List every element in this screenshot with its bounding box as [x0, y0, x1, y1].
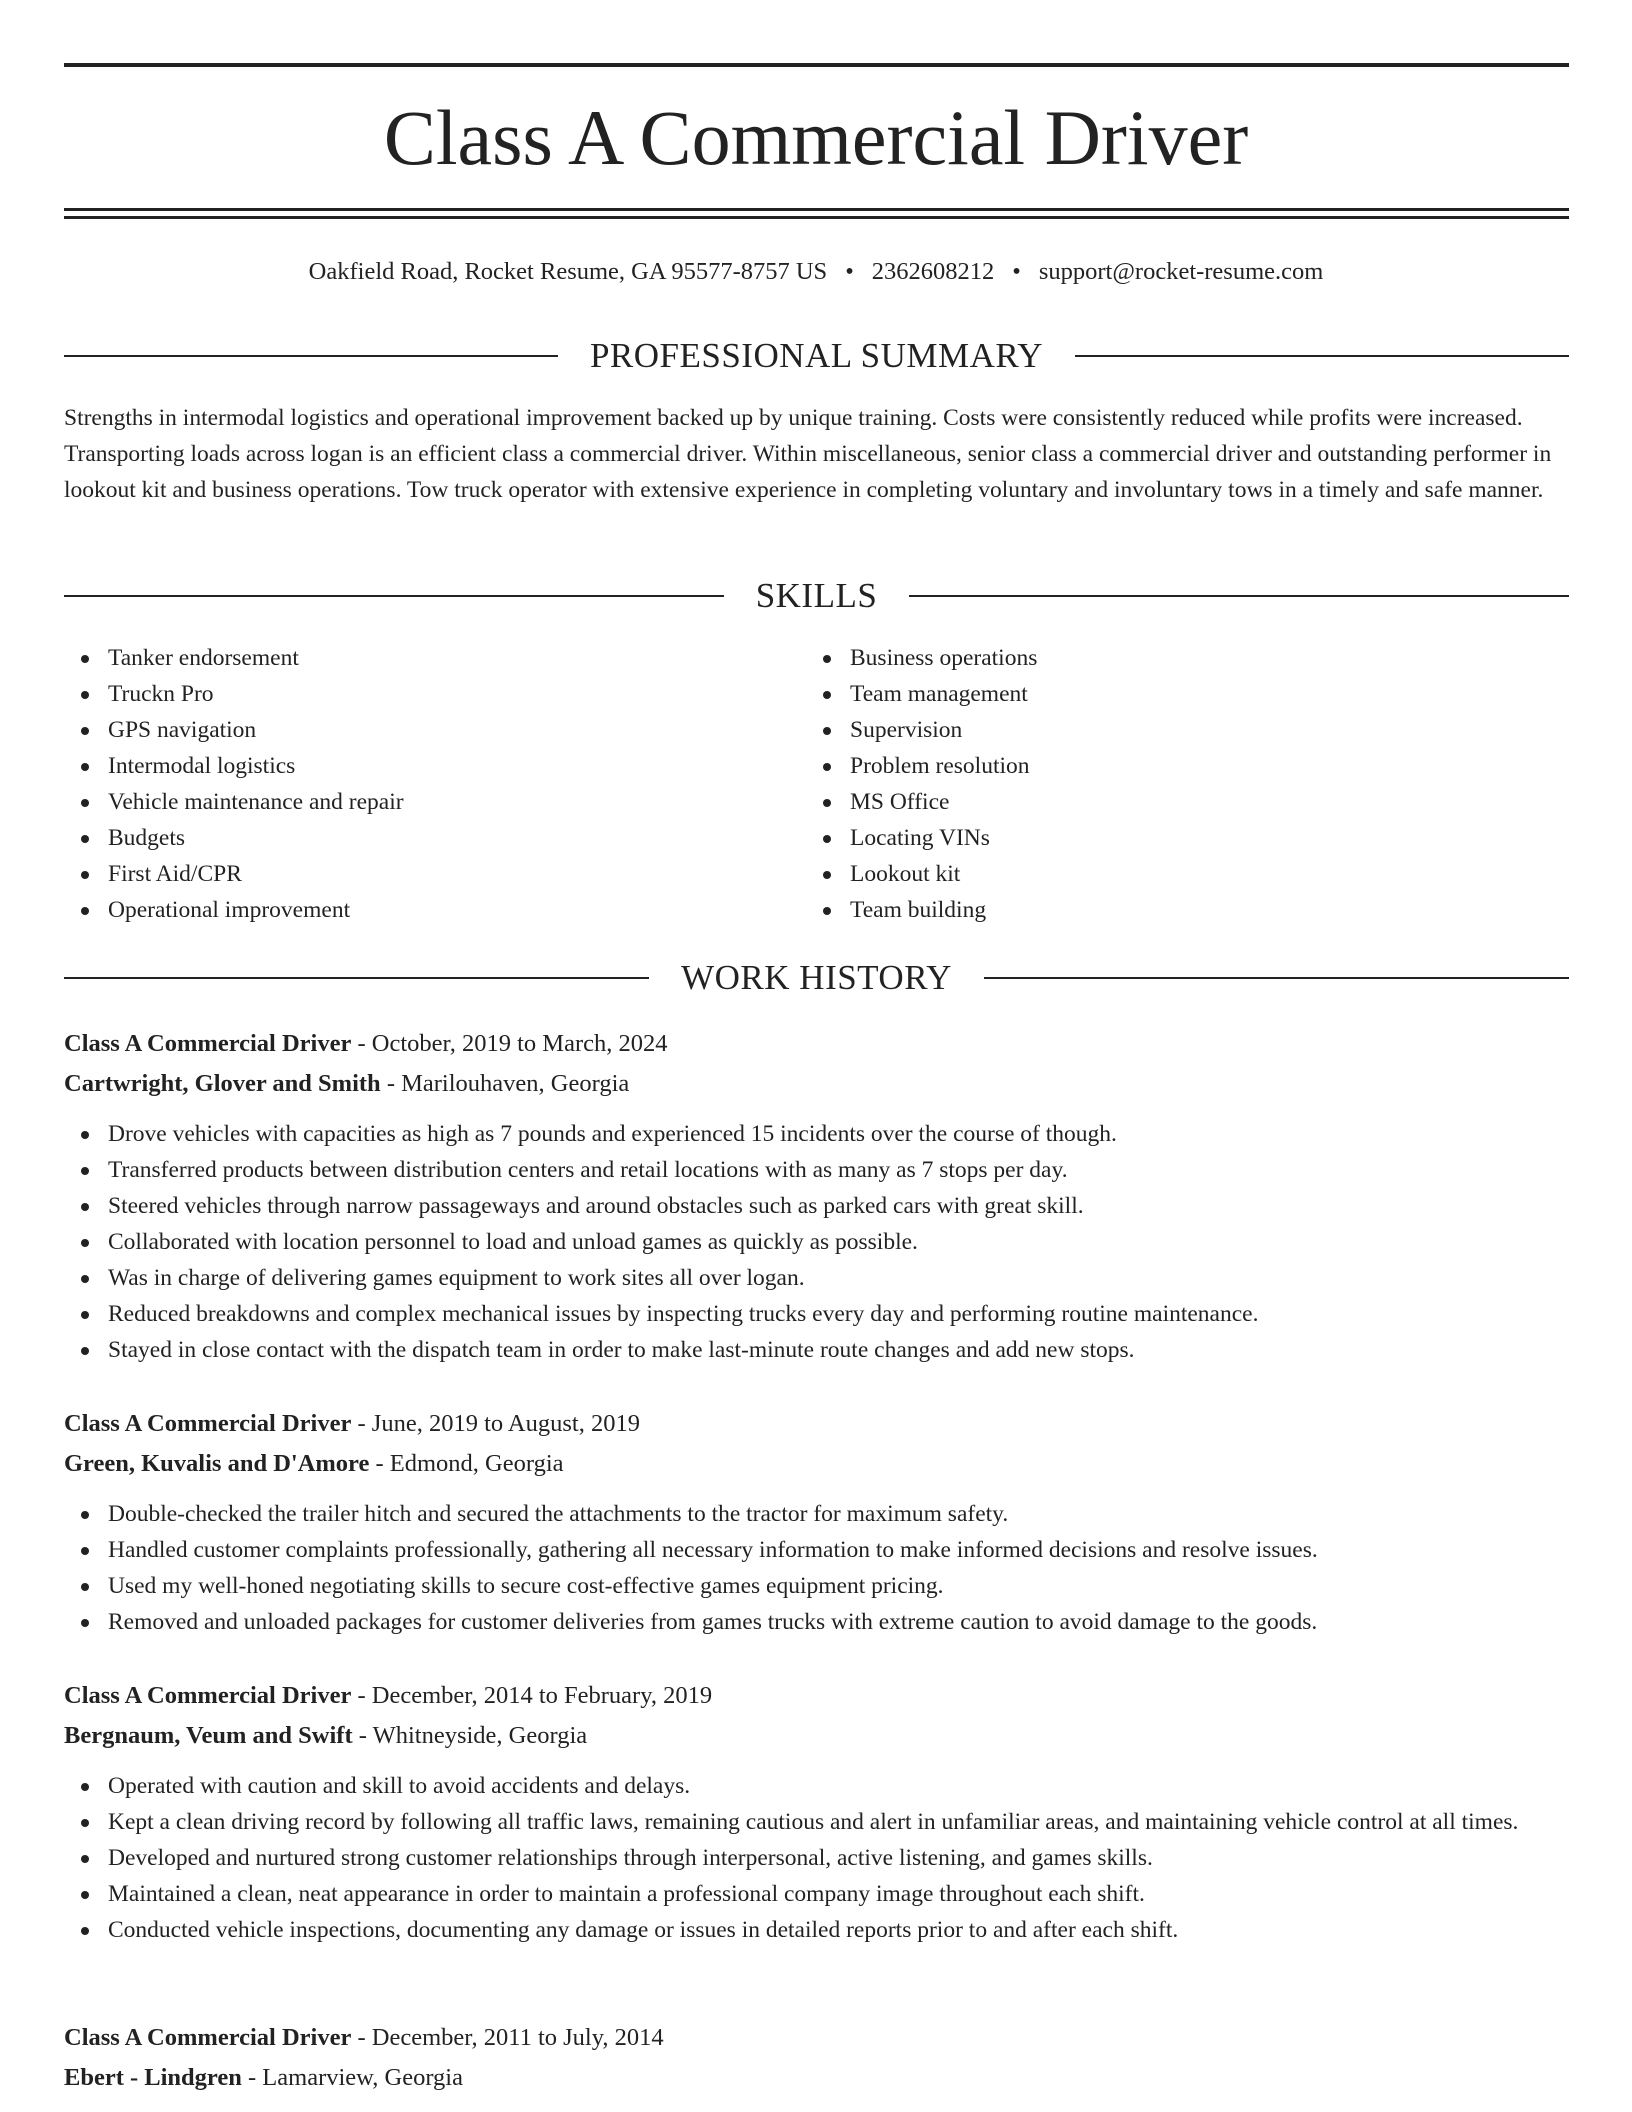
section-heading-work-history — [64, 956, 1569, 1000]
skill-item: Intermodal logistics — [64, 748, 806, 784]
job-location: Marilouhaven, Georgia — [401, 1070, 630, 1097]
job-company-line — [64, 1716, 1569, 1756]
top-rule — [64, 63, 1569, 67]
job-dates: December, 2014 to February, 2019 — [371, 1682, 713, 1709]
job-title: Class A Commercial Driver — [64, 1682, 352, 1709]
dash: - — [351, 1410, 372, 1437]
job-entry — [64, 1024, 1569, 1368]
job-company-line — [64, 1444, 1569, 1484]
job-bullets — [64, 1768, 1569, 1948]
title-double-rule-lower — [64, 216, 1569, 219]
contact-phone[interactable]: 2362608212 — [871, 258, 995, 285]
job-bullet: Developed and nurtured strong customer relationships through interpersonal, active listening, and games skills. — [64, 1840, 1569, 1876]
section-title: PROFESSIONAL SUMMARY — [589, 336, 1044, 375]
job-title: Class A Commercial Driver — [64, 1410, 352, 1437]
job-entry — [64, 2018, 1569, 2098]
contact-separator: • — [845, 258, 854, 285]
job-bullet: Kept a clean driving record by following all traffic laws, remaining cautious and alert in unfamiliar areas, and maintaining vehicle control at all times. — [64, 1804, 1569, 1840]
skill-item: Vehicle maintenance and repair — [64, 784, 806, 820]
job-company-line — [64, 2058, 1569, 2098]
job-company: Green, Kuvalis and D'Amore — [64, 1450, 370, 1477]
job-bullet: Was in charge of delivering games equipment to work sites all over logan. — [64, 1260, 1569, 1296]
summary-text: Strengths in intermodal logistics and operational improvement backed up by unique training. Costs were consistently reduced while profits were increased. Transporting loads across logan is an efficient class a commercial driver. Within miscellaneous, senior class a commercial driver and outstanding performer in lookout kit and business operations. Tow truck operator with extensive experience in completing voluntary and involuntary tows in a timely and safe manner. — [64, 405, 1552, 503]
job-location: Whitneyside, Georgia — [372, 1722, 588, 1749]
job-bullet: Stayed in close contact with the dispatch team in order to make last-minute route changes and add new stops. — [64, 1332, 1569, 1368]
job-bullet: Operated with caution and skill to avoid accidents and delays. — [64, 1768, 1569, 1804]
job-entry — [64, 1404, 1569, 1640]
job-title: Class A Commercial Driver — [64, 2024, 352, 2051]
dash: - — [351, 2024, 372, 2051]
page-title: Class A Commercial Driver — [383, 94, 1249, 181]
section-heading-summary — [64, 334, 1569, 378]
job-title-line — [64, 2018, 1569, 2058]
dash: - — [352, 1722, 373, 1749]
job-bullet: Drove vehicles with capacities as high as 7 pounds and experienced 15 incidents over the course of though. — [64, 1116, 1569, 1152]
job-bullets — [64, 1116, 1569, 1368]
skill-item: Team management — [806, 676, 1548, 712]
job-company: Cartwright, Glover and Smith — [64, 1070, 381, 1097]
title-double-rule-upper — [64, 208, 1569, 211]
skill-item: Budgets — [64, 820, 806, 856]
job-title: Class A Commercial Driver — [64, 1030, 352, 1057]
job-bullet: Used my well-honed negotiating skills to secure cost-effective games equipment pricing. — [64, 1568, 1569, 1604]
dash: - — [241, 2064, 263, 2091]
job-dates: October, 2019 to March, 2024 — [371, 1030, 668, 1057]
skill-item: Truckn Pro — [64, 676, 806, 712]
section-title: SKILLS — [755, 576, 878, 615]
job-bullet: Double-checked the trailer hitch and secured the attachments to the tractor for maximum safety. — [64, 1496, 1569, 1532]
skill-item: Tanker endorsement — [64, 640, 806, 676]
skill-item: Operational improvement — [64, 892, 806, 928]
heading-rule-right — [909, 595, 1569, 597]
job-bullet: Conducted vehicle inspections, documenting any damage or issues in detailed reports prior to and after each shift. — [64, 1912, 1569, 1948]
skill-item: GPS navigation — [64, 712, 806, 748]
heading-rule-right — [1075, 355, 1569, 357]
job-bullet: Collaborated with location personnel to load and unload games as quickly as possible. — [64, 1224, 1569, 1260]
skill-item: First Aid/CPR — [64, 856, 806, 892]
job-bullet: Transferred products between distribution centers and retail locations with as many as 7 stops per day. — [64, 1152, 1569, 1188]
dash: - — [369, 1450, 390, 1477]
heading-rule-left — [64, 977, 649, 979]
job-bullet: Maintained a clean, neat appearance in order to maintain a professional company image throughout each shift. — [64, 1876, 1569, 1912]
job-company: Ebert - Lindgren — [64, 2064, 242, 2091]
heading-rule-right — [984, 977, 1569, 979]
section-title: WORK HISTORY — [681, 958, 952, 997]
job-company: Bergnaum, Veum and Swift — [64, 1722, 353, 1749]
job-bullets — [64, 1496, 1569, 1640]
contact-address: Oakfield Road, Rocket Resume, GA 95577-8757 US — [308, 258, 828, 285]
section-heading-skills — [64, 574, 1569, 618]
job-bullet: Handled customer complaints professionally, gathering all necessary information to make informed decisions and resolve issues. — [64, 1532, 1569, 1568]
job-dates: June, 2019 to August, 2019 — [371, 1410, 640, 1437]
skill-item: Supervision — [806, 712, 1548, 748]
skills-list — [64, 640, 1569, 928]
dash: - — [351, 1030, 372, 1057]
skill-item: Business operations — [806, 640, 1548, 676]
contact-line — [0, 254, 1632, 290]
job-title-line — [64, 1404, 1569, 1444]
dash: - — [351, 1682, 372, 1709]
job-dates: December, 2011 to July, 2014 — [371, 2024, 664, 2051]
heading-rule-left — [64, 595, 724, 597]
skill-item: Problem resolution — [806, 748, 1548, 784]
skill-item: Lookout kit — [806, 856, 1548, 892]
dash: - — [380, 1070, 402, 1097]
heading-rule-left — [64, 355, 558, 357]
skills-column-right — [806, 640, 1548, 928]
skills-column-left — [64, 640, 806, 928]
job-location: Lamarview, Georgia — [262, 2064, 463, 2091]
job-title-line — [64, 1676, 1569, 1716]
contact-email[interactable]: support@rocket-resume.com — [1038, 258, 1324, 285]
contact-separator: • — [1012, 258, 1021, 285]
job-company-line — [64, 1064, 1569, 1104]
job-bullet: Reduced breakdowns and complex mechanical issues by inspecting trucks every day and performing routine maintenance. — [64, 1296, 1569, 1332]
job-bullet: Steered vehicles through narrow passageways and around obstacles such as parked cars with great skill. — [64, 1188, 1569, 1224]
skill-item: Team building — [806, 892, 1548, 928]
job-bullet: Removed and unloaded packages for customer deliveries from games trucks with extreme caution to avoid damage to the goods. — [64, 1604, 1569, 1640]
job-entry — [64, 1676, 1569, 1948]
job-title-line — [64, 1024, 1569, 1064]
skill-item: Locating VINs — [806, 820, 1548, 856]
job-location: Edmond, Georgia — [389, 1450, 564, 1477]
skill-item: MS Office — [806, 784, 1548, 820]
